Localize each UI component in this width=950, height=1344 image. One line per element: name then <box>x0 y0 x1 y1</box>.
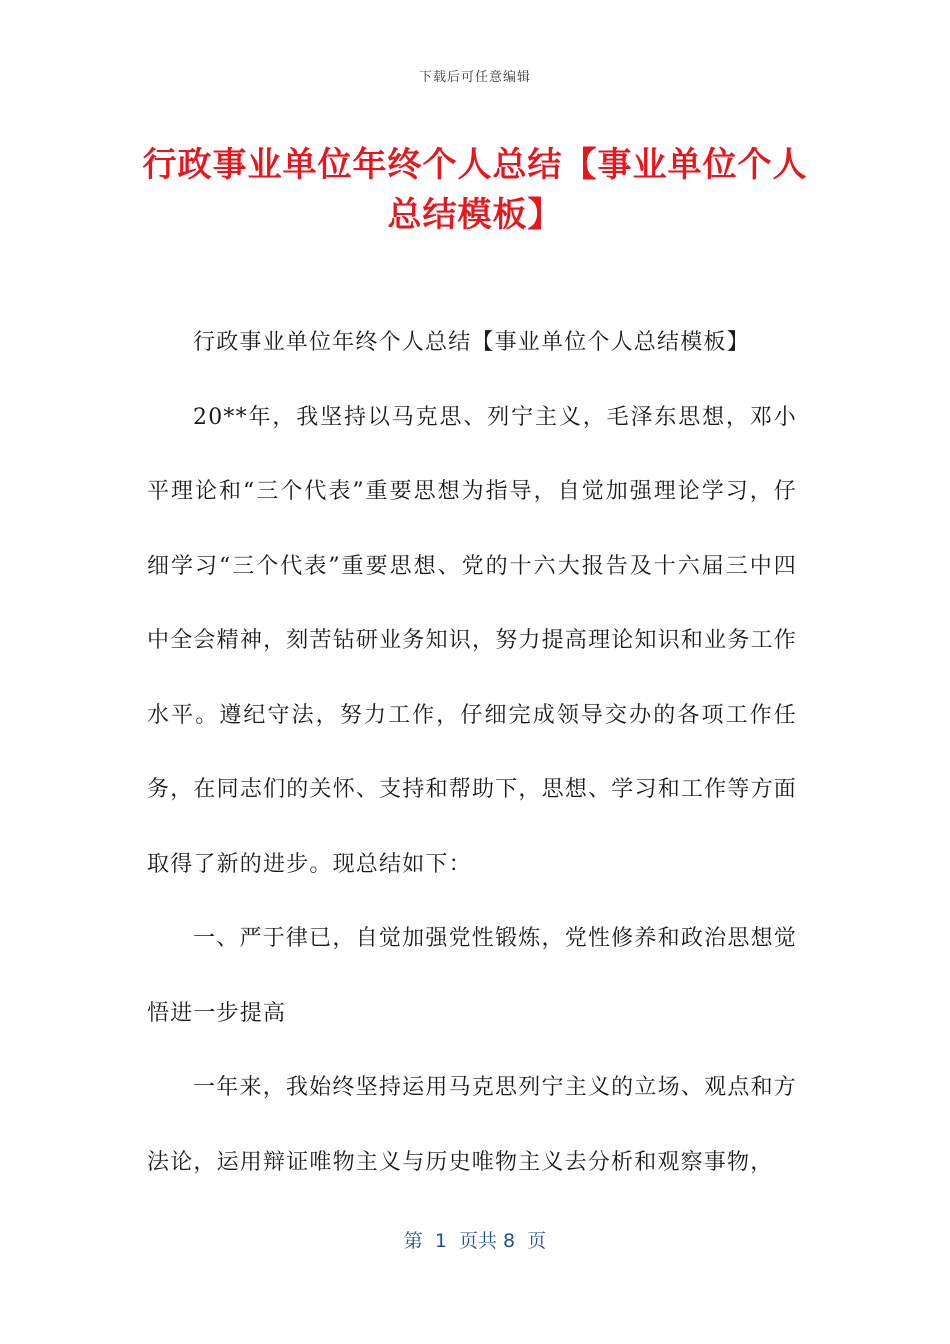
paragraph-section-1: 一年来，我始终坚持运用马克思列宁主义的立场、观点和方法论，运用辩证唯物主义与历史唯物主义去分析和观察事物， <box>147 1075 797 1175</box>
document-body <box>147 306 797 1200</box>
paragraph-subtitle: 行政事业单位年终个人总结【事业单位个人总结模板】 <box>193 330 750 355</box>
section-heading-1: 一、严于律已，自觉加强党性锻炼，党性修养和政治思想觉悟进一步提高 <box>147 926 797 1026</box>
header-note: 下载后可任意编辑 <box>418 70 531 85</box>
paragraph-intro: 20**年，我坚持以马克思、列宁主义，毛泽东思想，邓小平理论和“三个代表”重要思想为指导，自觉加强理论学习，仔细学习“三个代表”重要思想、党的十六大报告及十六届三中四中全会精神，刻苦钻研业务知识，努力提高理论知识和业务工作水平。遵纪守法，努力工作，仔细完成领导交办的各项工作任务，在同志们的关怀、支持和帮助下，思想、学习和工作等方面取得了新的进步。现总结如下： <box>147 404 797 877</box>
page-footer: 第 1 页共 8 页 <box>403 1230 547 1252</box>
document-title: 行政事业单位年终个人总结【事业单位个人总结模板】 <box>142 145 808 235</box>
